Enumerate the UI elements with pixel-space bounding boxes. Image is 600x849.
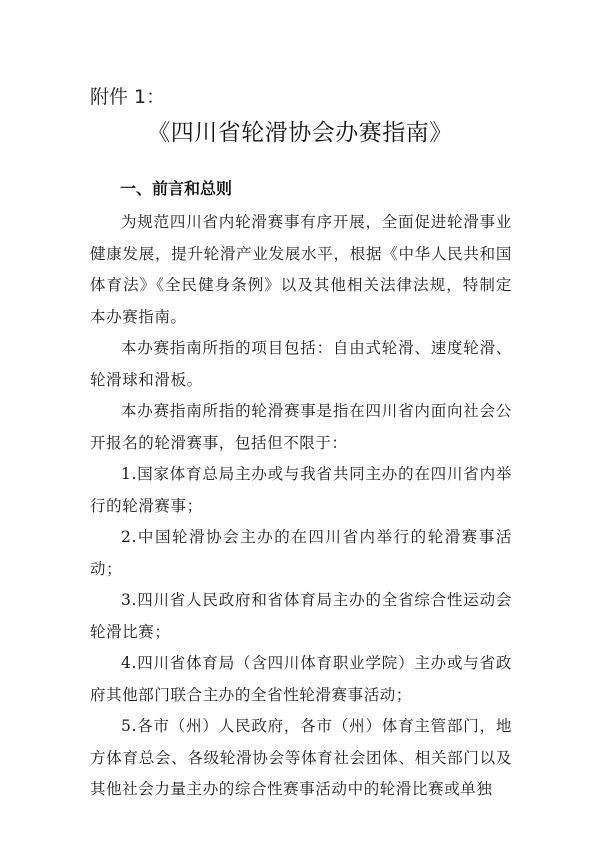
paragraph-purpose: 为规范四川省内轮滑赛事有序开展，全面促进轮滑事业健康发展，提升轮滑产业发展水平，根据《中华人民共和国体育法》《全民健身条例》以及其他相关法律法规，特制定本办赛指南。	[90, 213, 512, 326]
list-item-5: 5.各市（州）人民政府，各市（州）体育主管部门，地方体育总会、各级轮滑协会等体育社会团体、相关部门以及其他社会力量主办的综合性赛事活动中的轮滑比赛或单独	[90, 717, 512, 798]
attachment-label: 附件 1：	[90, 86, 166, 108]
list-item-1: 1.国家体育总局主办或与我省共同主办的在四川省内举行的轮滑赛事；	[90, 465, 512, 515]
list-item-2: 2.中国轮滑协会主办的在四川省内举行的轮滑赛事活动；	[90, 528, 512, 578]
section-body	[90, 207, 512, 806]
list-item-3: 3.四川省人民政府和省体育局主办的全省综合性运动会轮滑比赛；	[90, 591, 512, 641]
list-item-4: 4.四川省体育局（含四川体育职业学院）主办或与省政府其他部门联合主办的全省性轮滑赛事活动；	[90, 654, 512, 704]
paragraph-scope-items: 本办赛指南所指的项目包括：自由式轮滑、速度轮滑、轮滑球和滑板。	[90, 339, 512, 389]
section-heading-preface: 一、前言和总则	[120, 179, 233, 198]
paragraph-scope-events: 本办赛指南所指的轮滑赛事是指在四川省内面向社会公开报名的轮滑赛事，包括但不限于：	[90, 402, 512, 452]
document-title: 《四川省轮滑协会办赛指南》	[147, 120, 453, 146]
